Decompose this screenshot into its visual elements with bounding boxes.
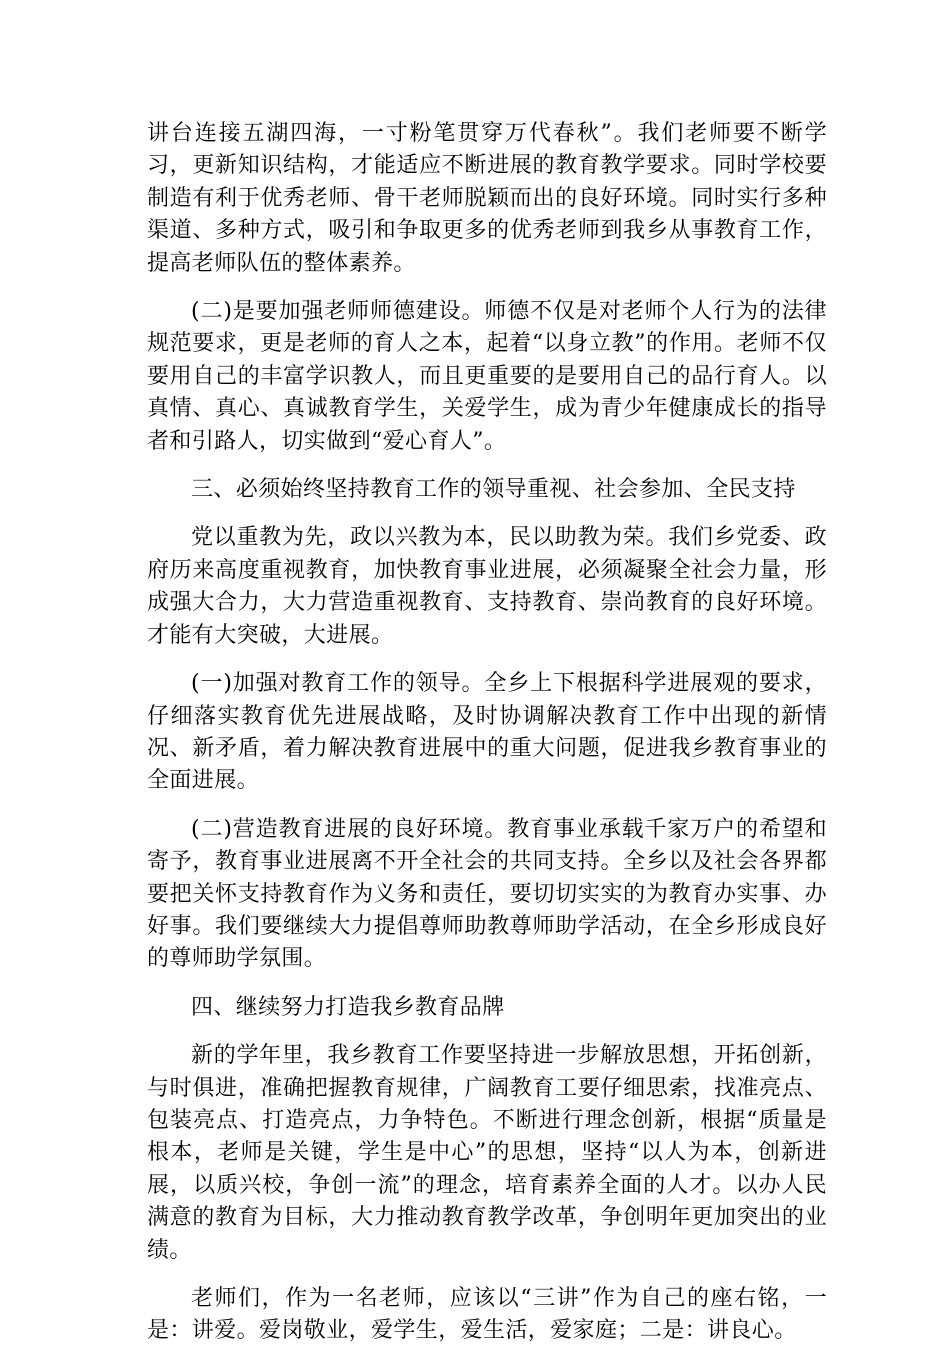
paragraph-continuation: 讲台连接五湖四海，一寸粉笔贯穿万代春秋”。我们老师要不断学习，更新知识结构，才能适应不断进展的教育教学要求。同时学校要制造有利于优秀老师、骨干老师脱颖而出的良好环境。同时实行多种渠道、多种方式，吸引和争取更多的优秀老师到我乡从事教育工作，提高老师队伍的整体素养。 xyxy=(147,121,827,276)
paragraph-new-year: 新的学年里，我乡教育工作要坚持进一步解放思想，开拓创新，与时俱进，准确把握教育规律，广阔教育工要仔细思索，找准亮点、包装亮点、打造亮点，力争特色。不断进行理念创新，根据“质量是根本，老师是关键，学生是中心”的思想，坚持“以人为本，创新进展，以质兴校，争创一流”的理念，培育素养全面的人才。以办人民满意的教育为目标，大力推动教育教学改革，争创明年更加突出的业绩。 xyxy=(147,1043,827,1263)
paragraph-leadership: (一)加强对教育工作的领导。全乡上下根据科学进展观的要求，仔细落实教育优先进展战略，及时协调解决教育工作中出现的新情况、新矛盾，着力解决教育进展中的重大问题，促进我乡教育事业的全面进展。 xyxy=(147,671,827,794)
section-heading-four: 四、继续努力打造我乡教育品牌 xyxy=(191,994,505,1020)
paragraph-teacher-ethics: (二)是要加强老师师德建设。师德不仅是对老师个人行为的法律规范要求，更是老师的育人之本，起着“以身立教”的作用。老师不仅要用自己的丰富学识教人，而且更重要的是要用自己的品行育人。以真情、真心、真诚教育学生，关爱学生，成为青少年健康成长的指导者和引路人，切实做到“爱心育人”。 xyxy=(147,299,827,454)
paragraph-party-support: 党以重教为先，政以兴教为本，民以助教为荣。我们乡党委、政府历来高度重视教育，加快教育事业进展，必须凝聚全社会力量，形成强大合力，大力营造重视教育、支持教育、崇尚教育的良好环境。才能有大突破，大进展。 xyxy=(147,525,827,648)
paragraph-three-talks: 老师们，作为一名老师，应该以“三讲”作为自己的座右铭，一是：讲爱。爱岗敬业，爱学生，爱生活，爱家庭；二是：讲良心。 xyxy=(147,1286,827,1344)
document-body xyxy=(147,118,827,1364)
paragraph-environment: (二)营造教育进展的良好环境。教育事业承载千家万户的希望和寄予，教育事业进展离不开全社会的共同支持。全乡以及社会各界都要把关怀支持教育作为义务和责任，要切切实实的为教育办实事、办好事。我们要继续大力提倡尊师助教尊师助学活动，在全乡形成良好的尊师助学氛围。 xyxy=(147,816,827,972)
section-heading-three: 三、必须始终坚持教育工作的领导重视、社会参加、全民支持 xyxy=(191,477,796,503)
